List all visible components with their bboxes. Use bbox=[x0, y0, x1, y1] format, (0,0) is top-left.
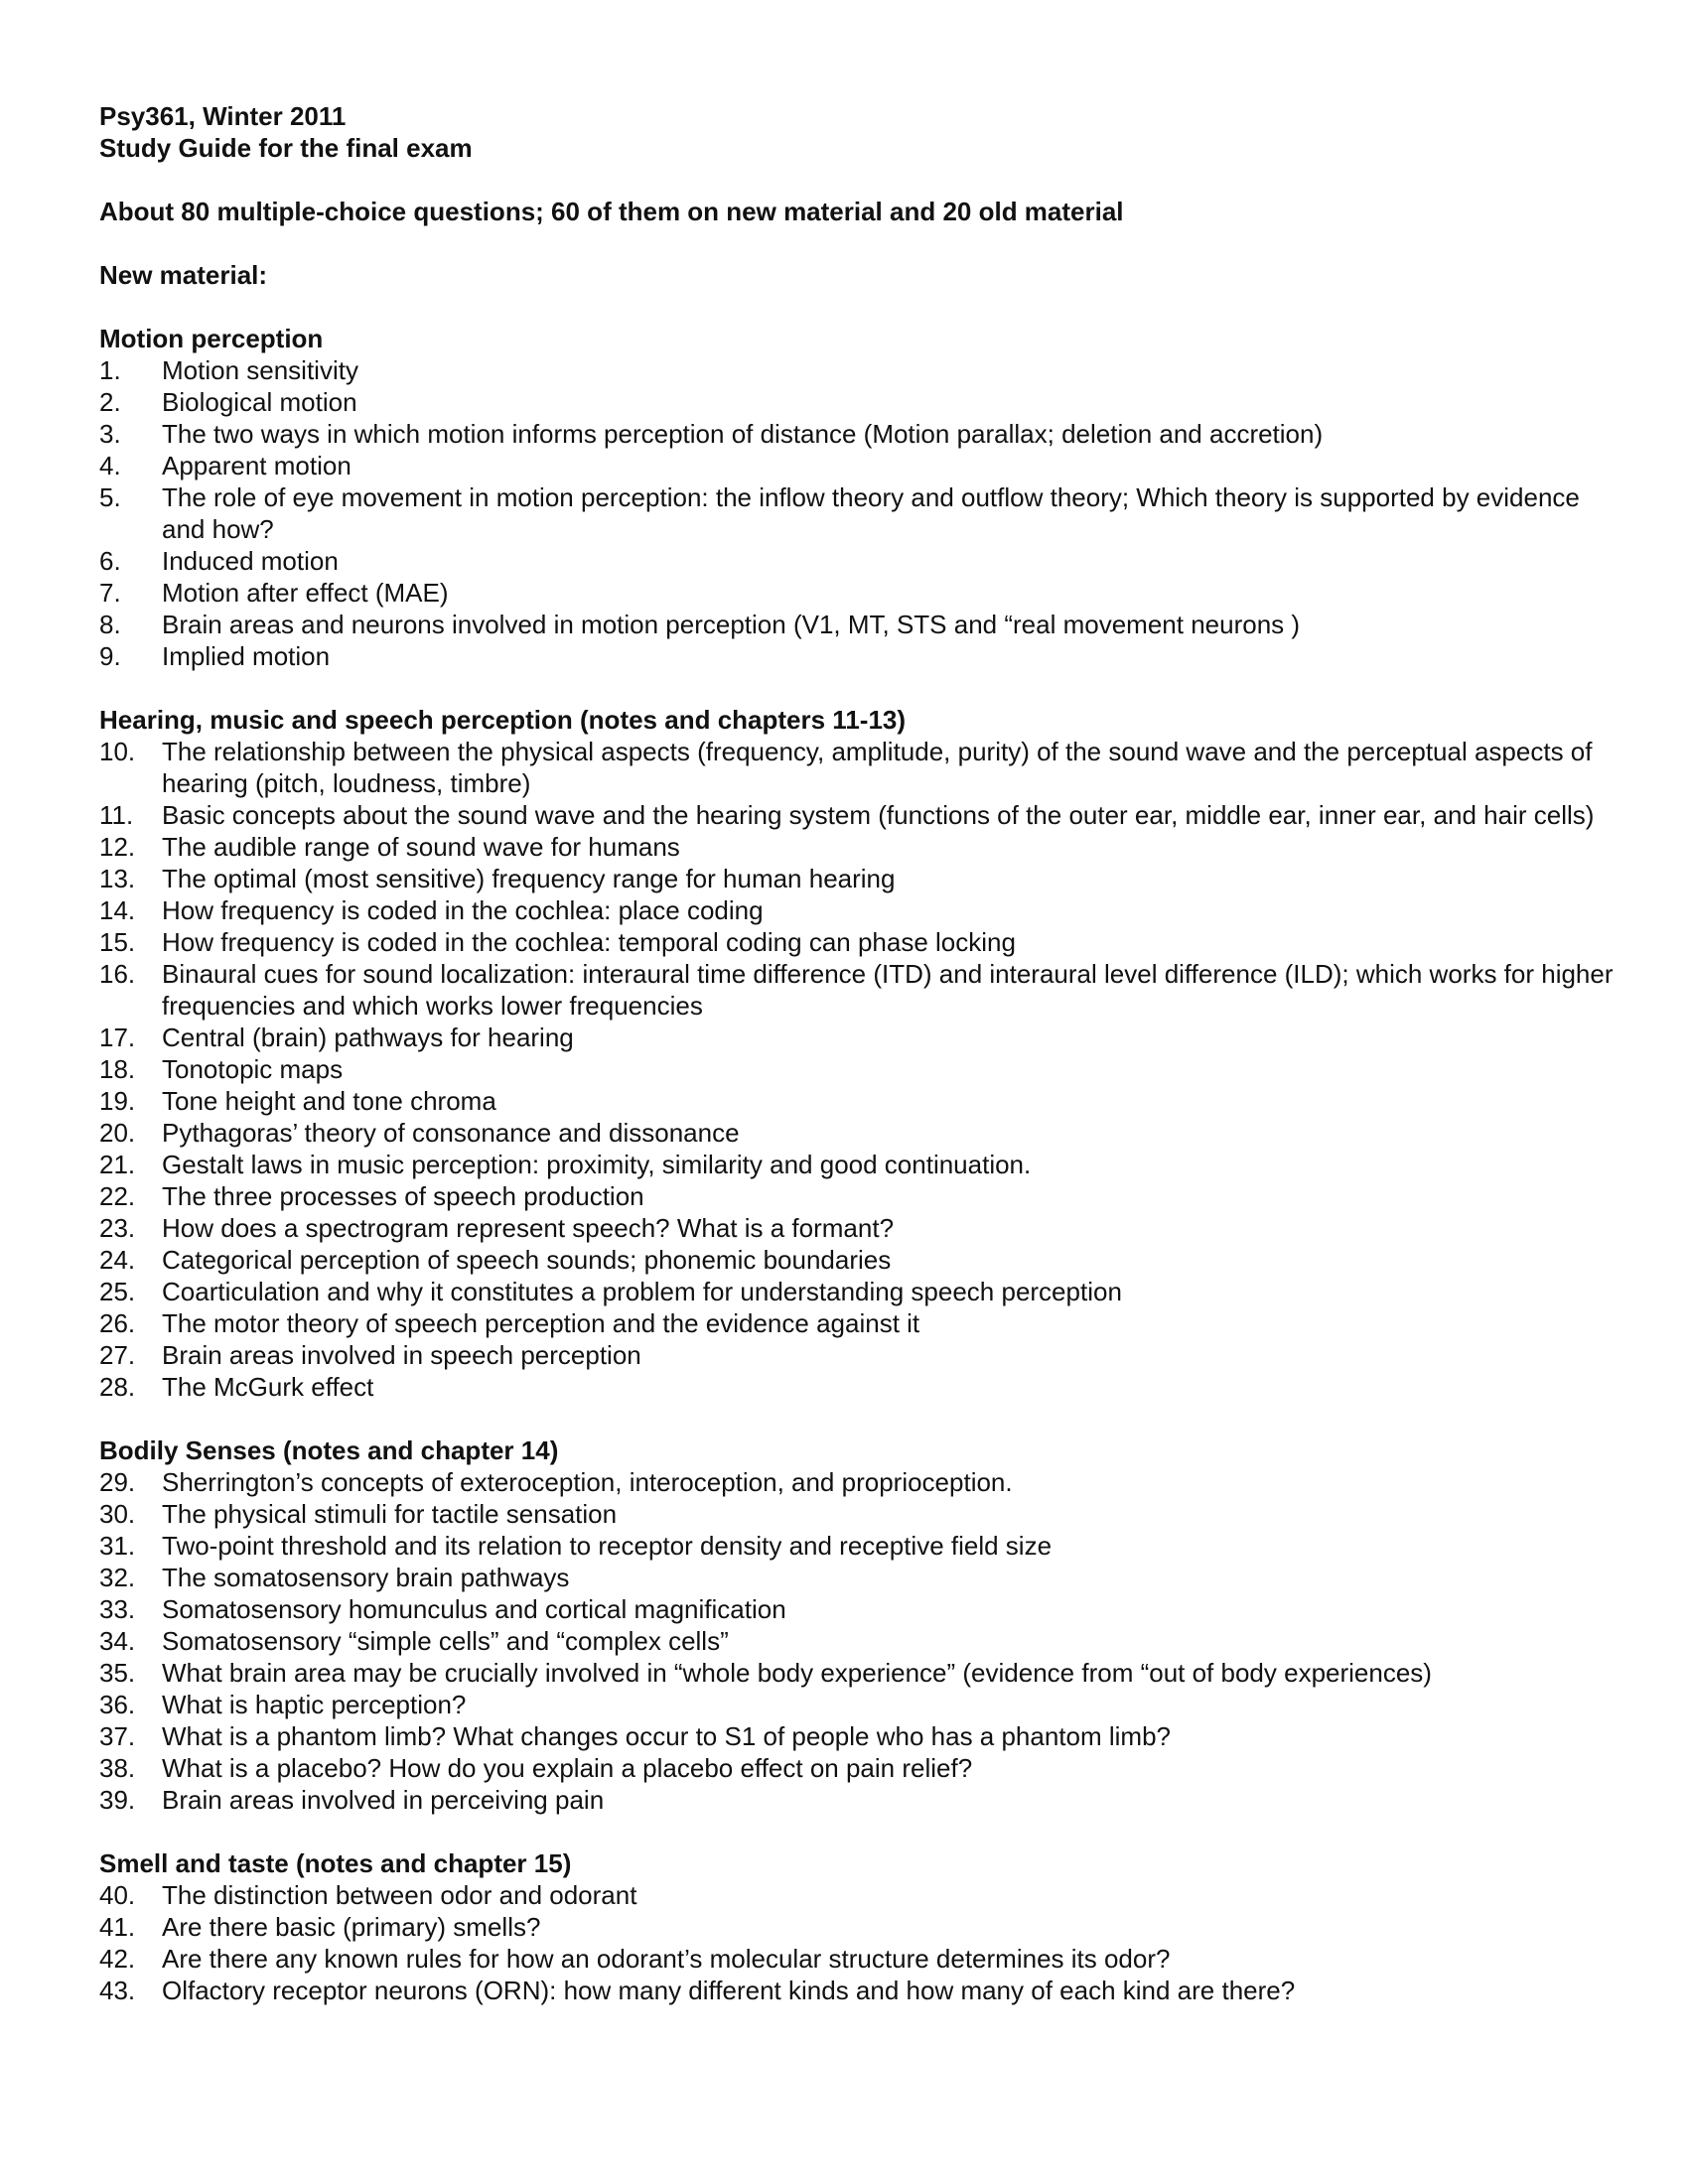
section-title: Hearing, music and speech perception (notes and chapters 11-13) bbox=[99, 705, 907, 735]
item-text: Olfactory receptor neurons (ORN): how many different kinds and how many of each kind are there? bbox=[162, 1976, 1296, 2005]
item-number: 33. bbox=[99, 1594, 136, 1624]
item-number: 25. bbox=[99, 1277, 136, 1306]
topic-list bbox=[99, 736, 1618, 1403]
list-item bbox=[99, 863, 1618, 894]
section-title: Motion perception bbox=[99, 324, 324, 353]
item-number: 19. bbox=[99, 1086, 136, 1116]
list-item bbox=[99, 1911, 1618, 1943]
list-item bbox=[99, 450, 1618, 481]
section-title: Bodily Senses (notes and chapter 14) bbox=[99, 1435, 559, 1465]
list-item bbox=[99, 1784, 1618, 1816]
list-item bbox=[99, 736, 1618, 799]
topic-section bbox=[99, 323, 1618, 672]
item-number: 6. bbox=[99, 546, 121, 576]
spacer bbox=[99, 1403, 1618, 1434]
list-item bbox=[99, 1752, 1618, 1784]
item-text: The distinction between odor and odorant bbox=[162, 1880, 637, 1910]
item-number: 37. bbox=[99, 1721, 136, 1751]
course-header: Psy361, Winter 2011 bbox=[99, 101, 347, 131]
exam-summary: About 80 multiple-choice questions; 60 of them on new material and 20 old material bbox=[99, 197, 1124, 226]
new-material-label: New material: bbox=[99, 260, 268, 290]
list-item bbox=[99, 1720, 1618, 1752]
item-text: Implied motion bbox=[162, 641, 331, 671]
item-number: 23. bbox=[99, 1213, 136, 1243]
item-text: The somatosensory brain pathways bbox=[162, 1563, 570, 1592]
item-number: 18. bbox=[99, 1054, 136, 1084]
list-item bbox=[99, 1879, 1618, 1911]
item-number: 8. bbox=[99, 610, 121, 639]
sections-container bbox=[99, 291, 1618, 2006]
list-item bbox=[99, 894, 1618, 926]
item-number: 10. bbox=[99, 737, 136, 766]
item-text: Brain areas and neurons involved in motion perception (V1, MT, STS and “real movement neurons ) bbox=[162, 610, 1301, 639]
item-number: 26. bbox=[99, 1308, 136, 1338]
item-text: Are there basic (primary) smells? bbox=[162, 1912, 541, 1942]
list-item bbox=[99, 1625, 1618, 1657]
item-text: Tone height and tone chroma bbox=[162, 1086, 496, 1116]
item-number: 42. bbox=[99, 1944, 136, 1974]
list-item bbox=[99, 609, 1618, 640]
item-number: 36. bbox=[99, 1690, 136, 1719]
item-number: 34. bbox=[99, 1626, 136, 1656]
list-item bbox=[99, 1498, 1618, 1530]
item-text: Biological motion bbox=[162, 387, 357, 417]
list-item bbox=[99, 1339, 1618, 1371]
list-item bbox=[99, 1307, 1618, 1339]
item-number: 11. bbox=[99, 800, 134, 830]
list-item bbox=[99, 418, 1618, 450]
list-item bbox=[99, 1562, 1618, 1593]
spacer bbox=[99, 227, 1618, 259]
item-number: 16. bbox=[99, 959, 136, 989]
item-number: 5. bbox=[99, 482, 121, 512]
item-number: 7. bbox=[99, 578, 121, 608]
list-item bbox=[99, 1085, 1618, 1117]
list-item bbox=[99, 1975, 1618, 2006]
item-text: Coarticulation and why it constitutes a problem for understanding speech perception bbox=[162, 1277, 1122, 1306]
item-text: How frequency is coded in the cochlea: temporal coding can phase locking bbox=[162, 927, 1016, 957]
item-text: Two-point threshold and its relation to receptor density and receptive field size bbox=[162, 1531, 1053, 1561]
list-item bbox=[99, 1689, 1618, 1720]
list-item bbox=[99, 481, 1618, 545]
document-title: Study Guide for the final exam bbox=[99, 133, 473, 163]
list-item bbox=[99, 926, 1618, 958]
item-text: The McGurk effect bbox=[162, 1372, 374, 1402]
item-text: Tonotopic maps bbox=[162, 1054, 344, 1084]
topic-list bbox=[99, 354, 1618, 672]
item-number: 27. bbox=[99, 1340, 136, 1370]
item-text: Sherrington’s concepts of exteroception, interoception, and proprioception. bbox=[162, 1467, 1013, 1497]
item-number: 31. bbox=[99, 1531, 136, 1561]
item-number: 14. bbox=[99, 895, 136, 925]
item-number: 3. bbox=[99, 419, 121, 449]
item-text: Brain areas involved in perceiving pain bbox=[162, 1785, 605, 1815]
list-item bbox=[99, 640, 1618, 672]
list-item bbox=[99, 831, 1618, 863]
item-text: Central (brain) pathways for hearing bbox=[162, 1023, 574, 1052]
item-text: The physical stimuli for tactile sensation bbox=[162, 1499, 618, 1529]
list-item bbox=[99, 1371, 1618, 1403]
item-number: 43. bbox=[99, 1976, 136, 2005]
item-number: 21. bbox=[99, 1150, 136, 1179]
item-number: 39. bbox=[99, 1785, 136, 1815]
item-text: Motion after effect (MAE) bbox=[162, 578, 449, 608]
item-number: 2. bbox=[99, 387, 121, 417]
document-page bbox=[99, 100, 1618, 2006]
item-text: How does a spectrogram represent speech? What is a formant? bbox=[162, 1213, 895, 1243]
spacer bbox=[99, 672, 1618, 704]
topic-section bbox=[99, 1434, 1618, 1816]
item-text: Apparent motion bbox=[162, 451, 352, 480]
item-text: The relationship between the physical aspects (frequency, amplitude, purity) of the sound wave and the perceptual aspects of hearing (pitch, loudness, timbre) bbox=[162, 737, 1593, 798]
list-item bbox=[99, 1180, 1618, 1212]
list-item bbox=[99, 799, 1618, 831]
item-number: 41. bbox=[99, 1912, 136, 1942]
spacer bbox=[99, 164, 1618, 196]
item-text: Basic concepts about the sound wave and the hearing system (functions of the outer ear, middle ear, inner ear, and hair cells) bbox=[162, 800, 1595, 830]
list-item bbox=[99, 1657, 1618, 1689]
item-text: Somatosensory “simple cells” and “complex cells” bbox=[162, 1626, 729, 1656]
item-text: Binaural cues for sound localization: interaural time difference (ITD) and interaural level difference (ILD); which works for higher frequencies and which works lower frequencies bbox=[162, 959, 1614, 1021]
item-number: 32. bbox=[99, 1563, 136, 1592]
topic-list bbox=[99, 1879, 1618, 2006]
list-item bbox=[99, 545, 1618, 577]
item-text: Gestalt laws in music perception: proximity, similarity and good continuation. bbox=[162, 1150, 1032, 1179]
list-item bbox=[99, 1022, 1618, 1053]
topic-section bbox=[99, 704, 1618, 1403]
spacer bbox=[99, 291, 1618, 323]
item-text: What is a phantom limb? What changes occur to S1 of people who has a phantom limb? bbox=[162, 1721, 1172, 1751]
item-text: The motor theory of speech perception and the evidence against it bbox=[162, 1308, 920, 1338]
item-number: 29. bbox=[99, 1467, 136, 1497]
item-number: 20. bbox=[99, 1118, 136, 1148]
list-item bbox=[99, 386, 1618, 418]
item-number: 15. bbox=[99, 927, 136, 957]
item-text: The optimal (most sensitive) frequency range for human hearing bbox=[162, 864, 896, 893]
item-number: 35. bbox=[99, 1658, 136, 1688]
item-text: The three processes of speech production bbox=[162, 1181, 644, 1211]
item-text: Categorical perception of speech sounds; phonemic boundaries bbox=[162, 1245, 892, 1275]
item-text: How frequency is coded in the cochlea: place coding bbox=[162, 895, 764, 925]
item-number: 17. bbox=[99, 1023, 136, 1052]
section-title: Smell and taste (notes and chapter 15) bbox=[99, 1848, 572, 1878]
list-item bbox=[99, 1117, 1618, 1149]
item-text: Brain areas involved in speech perception bbox=[162, 1340, 641, 1370]
item-text: What is a placebo? How do you explain a placebo effect on pain relief? bbox=[162, 1753, 973, 1783]
topic-section bbox=[99, 1847, 1618, 2006]
item-text: The audible range of sound wave for humans bbox=[162, 832, 680, 862]
list-item bbox=[99, 1149, 1618, 1180]
list-item bbox=[99, 1943, 1618, 1975]
list-item bbox=[99, 354, 1618, 386]
list-item bbox=[99, 1530, 1618, 1562]
spacer bbox=[99, 1816, 1618, 1847]
list-item bbox=[99, 1593, 1618, 1625]
item-number: 40. bbox=[99, 1880, 136, 1910]
list-item bbox=[99, 1244, 1618, 1276]
item-text: Induced motion bbox=[162, 546, 339, 576]
item-number: 12. bbox=[99, 832, 136, 862]
item-text: The role of eye movement in motion perception: the inflow theory and outflow theory; Which theory is supported by evidence and how? bbox=[162, 482, 1580, 544]
item-text: Somatosensory homunculus and cortical magnification bbox=[162, 1594, 786, 1624]
item-text: Pythagoras’ theory of consonance and dissonance bbox=[162, 1118, 740, 1148]
list-item bbox=[99, 1276, 1618, 1307]
item-text: Are there any known rules for how an odorant’s molecular structure determines its odor? bbox=[162, 1944, 1171, 1974]
item-number: 22. bbox=[99, 1181, 136, 1211]
item-number: 24. bbox=[99, 1245, 136, 1275]
topic-list bbox=[99, 1466, 1618, 1816]
item-number: 30. bbox=[99, 1499, 136, 1529]
item-text: Motion sensitivity bbox=[162, 355, 358, 385]
list-item bbox=[99, 1212, 1618, 1244]
item-text: What brain area may be crucially involved in “whole body experience” (evidence from “out of body experiences) bbox=[162, 1658, 1432, 1688]
item-number: 13. bbox=[99, 864, 136, 893]
list-item bbox=[99, 1466, 1618, 1498]
list-item bbox=[99, 577, 1618, 609]
list-item bbox=[99, 1053, 1618, 1085]
item-number: 4. bbox=[99, 451, 121, 480]
item-number: 28. bbox=[99, 1372, 136, 1402]
item-text: What is haptic perception? bbox=[162, 1690, 467, 1719]
item-text: The two ways in which motion informs perception of distance (Motion parallax; deletion and accretion) bbox=[162, 419, 1324, 449]
item-number: 9. bbox=[99, 641, 121, 671]
item-number: 1. bbox=[99, 355, 121, 385]
list-item bbox=[99, 958, 1618, 1022]
item-number: 38. bbox=[99, 1753, 136, 1783]
